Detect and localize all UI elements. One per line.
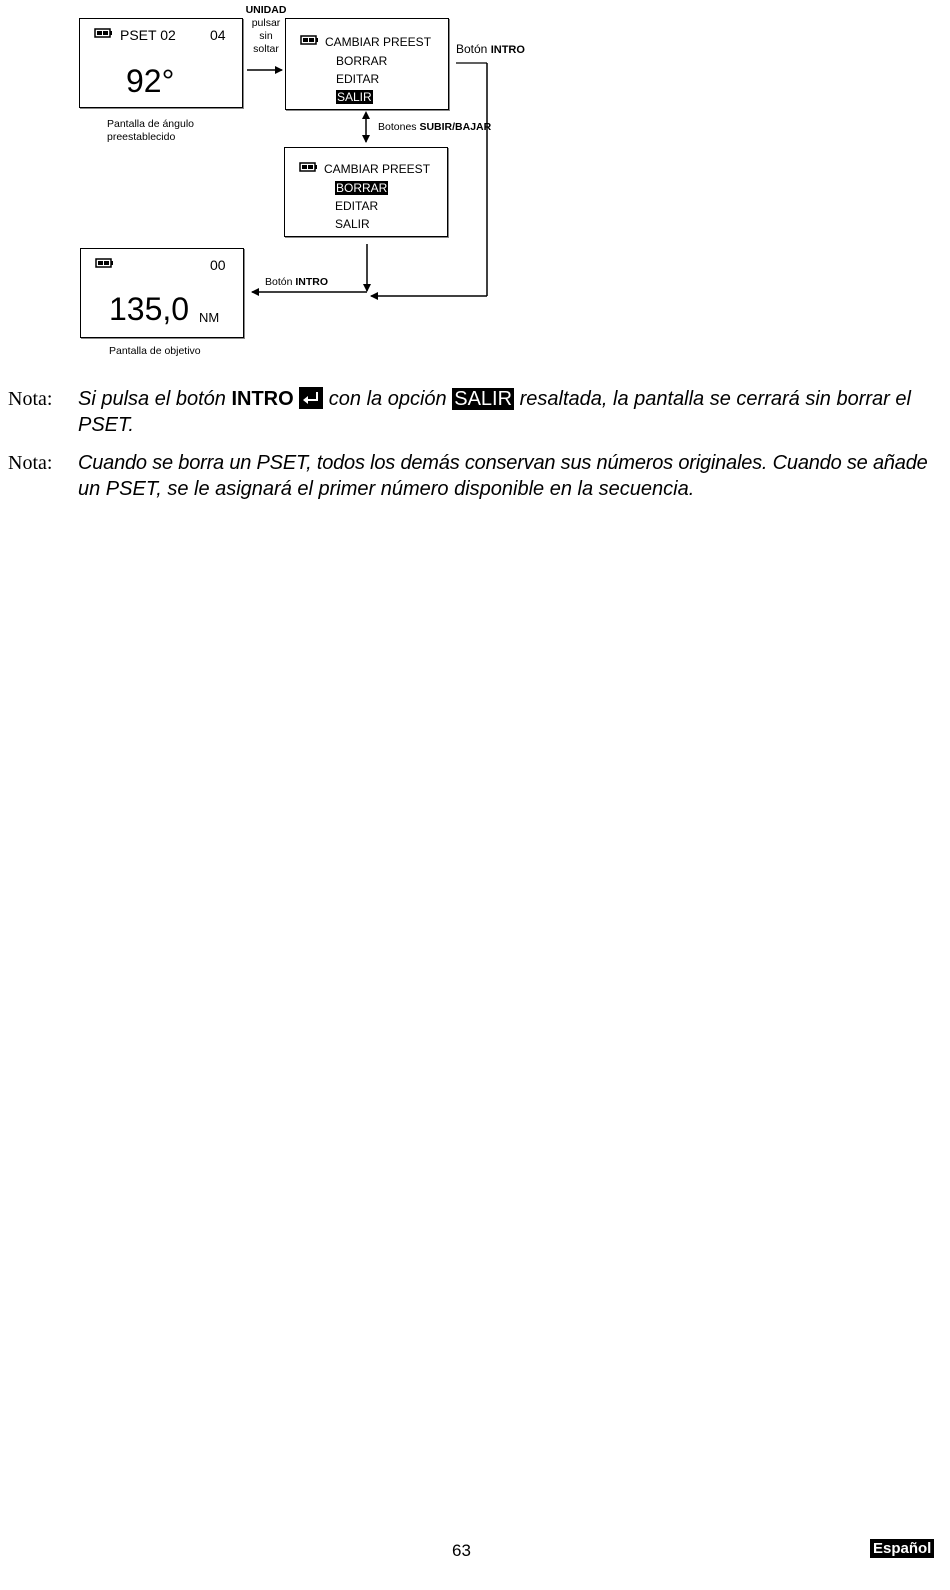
- note-label: Nota:: [8, 452, 53, 474]
- page-number: 63: [452, 1541, 471, 1560]
- target-unit: NM: [199, 310, 220, 325]
- unit-hold-line3: soltar: [253, 43, 279, 55]
- menu-item-cambiar: CAMBIAR PREEST: [325, 35, 432, 49]
- target-screen-caption: Pantalla de objetivo: [109, 345, 201, 357]
- preset-number: 04: [210, 27, 226, 43]
- note-1-part3: resaltada, la pantalla se cerrará sin borrar el: [519, 388, 911, 410]
- note-1-key: INTRO: [231, 388, 294, 410]
- note-2-line2: un PSET, se le asignará el primer número disponible en la secuencia.: [78, 478, 695, 500]
- note-1: [8, 386, 938, 440]
- diagram-arrows: [0, 0, 600, 360]
- menu-item-cambiar: CAMBIAR PREEST: [324, 162, 431, 176]
- menu-item-salir-highlighted: SALIR: [337, 90, 372, 104]
- target-value: 135,0: [109, 291, 190, 327]
- menu-item-editar: EDITAR: [336, 72, 380, 86]
- intro-prefix: Botón: [456, 42, 488, 56]
- preset-title: PSET 02: [120, 27, 176, 43]
- menu-item-editar: EDITAR: [335, 199, 379, 213]
- language-badge: Español: [870, 1539, 934, 1558]
- updown-prefix: Botones: [378, 121, 417, 133]
- note-1-option: SALIR: [454, 388, 513, 410]
- note-text: [78, 450, 938, 502]
- unit-key: UNIDAD: [245, 4, 287, 16]
- menu-item-borrar: BORRAR: [336, 54, 388, 68]
- target-number: 00: [210, 257, 226, 273]
- note-label: Nota:: [8, 388, 53, 410]
- unit-hold-line2: sin: [259, 30, 273, 42]
- note-text: [78, 386, 938, 438]
- updown-key: SUBIR/BAJAR: [419, 121, 492, 133]
- note-1-part1: Si pulsa el botón: [78, 388, 226, 410]
- intro-prefix: Botón: [265, 276, 293, 288]
- updown-arrow-head-up: [362, 111, 370, 119]
- preset-screen-caption: Pantalla de ángulo preestablecido: [107, 118, 194, 143]
- menu-item-borrar-highlighted: BORRAR: [336, 181, 388, 195]
- intro-key: INTRO: [295, 276, 329, 288]
- preset-angle-value: 92°: [126, 63, 175, 99]
- note-1-part4: PSET.: [78, 414, 134, 436]
- unit-hold-line1: pulsar: [251, 17, 281, 29]
- enter-key-icon: [299, 387, 323, 409]
- intro-key: INTRO: [490, 44, 525, 56]
- menu-item-salir: SALIR: [335, 217, 370, 231]
- note-2: [8, 450, 938, 504]
- note-1-part2: con la opción: [328, 388, 447, 410]
- note-2-line1: Cuando se borra un PSET, todos los demás conservan sus números originales. Cuando se añade: [78, 452, 928, 474]
